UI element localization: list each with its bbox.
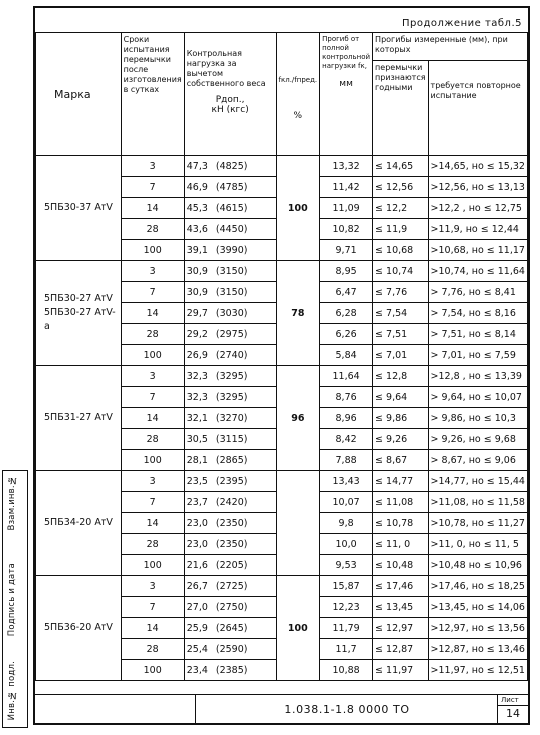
col-deflections-group: Прогибы измеренные (мм), при которых bbox=[373, 33, 528, 61]
load-cell bbox=[184, 471, 276, 492]
retest-range-cell: >14,77, но ≤ 15,44 bbox=[428, 471, 527, 492]
accepted-limit-cell: ≤ 12,8 bbox=[373, 366, 429, 387]
load-kgs: (2205) bbox=[215, 559, 248, 571]
retest-range-cell: >10,78, но ≤ 11,27 bbox=[428, 513, 527, 534]
load-kgs: (3295) bbox=[215, 391, 248, 403]
deflection-cell: 15,87 bbox=[320, 576, 373, 597]
load-kgs: (2385) bbox=[215, 664, 248, 676]
mark-cell: 5ПБ36-20 АтV bbox=[36, 576, 122, 681]
load-kgs: (4785) bbox=[215, 181, 248, 193]
accepted-limit-cell: ≤ 9,26 bbox=[373, 429, 429, 450]
deflection-cell: 9,8 bbox=[320, 513, 373, 534]
col-load bbox=[184, 33, 276, 156]
col-ratio-unit: % bbox=[293, 111, 303, 121]
accepted-limit-cell: ≤ 7,54 bbox=[373, 303, 429, 324]
col-term: Сроки испытания перемычки после изготовления в сутках bbox=[121, 33, 184, 156]
load-kn: 26,9 bbox=[186, 349, 208, 361]
deflection-cell: 13,32 bbox=[320, 156, 373, 177]
days-cell: 28 bbox=[121, 324, 184, 345]
days-cell: 7 bbox=[121, 597, 184, 618]
days-cell: 7 bbox=[121, 282, 184, 303]
accepted-limit-cell: ≤ 11,9 bbox=[373, 219, 429, 240]
col-retest: требуется повторное испытание bbox=[428, 61, 527, 156]
days-cell: 14 bbox=[121, 513, 184, 534]
retest-range-cell: > 9,26, но ≤ 9,68 bbox=[428, 429, 527, 450]
load-kgs: (3270) bbox=[215, 412, 248, 424]
load-kgs: (2395) bbox=[215, 475, 248, 487]
title-block bbox=[35, 694, 528, 724]
deflection-cell: 8,76 bbox=[320, 387, 373, 408]
load-kgs: (2420) bbox=[215, 496, 248, 508]
load-kgs: (2590) bbox=[215, 643, 248, 655]
col-marka: Марка bbox=[36, 33, 122, 156]
days-cell: 3 bbox=[121, 576, 184, 597]
load-cell bbox=[184, 261, 276, 282]
deflection-cell: 11,09 bbox=[320, 198, 373, 219]
col-ratio bbox=[276, 33, 320, 156]
retest-range-cell: >10,74, но ≤ 11,64 bbox=[428, 261, 527, 282]
deflection-cell: 8,42 bbox=[320, 429, 373, 450]
load-cell bbox=[184, 618, 276, 639]
retest-range-cell: >12,97, но ≤ 13,56 bbox=[428, 618, 527, 639]
days-cell: 100 bbox=[121, 240, 184, 261]
load-kn: 29,2 bbox=[186, 328, 208, 340]
load-kn: 25,9 bbox=[186, 622, 208, 634]
load-kn: 27,0 bbox=[186, 601, 208, 613]
mark-cell: 5ПБ30-37 АтV bbox=[36, 156, 122, 261]
load-cell bbox=[184, 576, 276, 597]
load-kn: 23,0 bbox=[186, 538, 208, 550]
retest-range-cell: >12,87, но ≤ 13,46 bbox=[428, 639, 527, 660]
days-cell: 3 bbox=[121, 261, 184, 282]
load-kgs: (3030) bbox=[215, 307, 248, 319]
document-sheet bbox=[33, 6, 530, 725]
days-cell: 100 bbox=[121, 450, 184, 471]
deflection-cell: 11,79 bbox=[320, 618, 373, 639]
load-kn: 21,6 bbox=[186, 559, 208, 571]
load-kn: 30,9 bbox=[186, 286, 208, 298]
load-kn: 26,7 bbox=[186, 580, 208, 592]
accepted-limit-cell: ≤ 7,76 bbox=[373, 282, 429, 303]
load-kgs: (2645) bbox=[215, 622, 248, 634]
retest-range-cell: >17,46, но ≤ 18,25 bbox=[428, 576, 527, 597]
deflection-cell: 11,64 bbox=[320, 366, 373, 387]
col-accepted: перемычки признаются годными bbox=[373, 61, 429, 156]
load-cell bbox=[184, 408, 276, 429]
days-cell: 14 bbox=[121, 618, 184, 639]
col-measured bbox=[320, 33, 373, 156]
percent-cell: 78 bbox=[276, 261, 320, 366]
accepted-limit-cell: ≤ 11,97 bbox=[373, 660, 429, 681]
load-kn: 23,0 bbox=[186, 517, 208, 529]
accepted-limit-cell: ≤ 11,08 bbox=[373, 492, 429, 513]
accepted-limit-cell: ≤ 11, 0 bbox=[373, 534, 429, 555]
retest-range-cell: > 9,86, но ≤ 10,3 bbox=[428, 408, 527, 429]
days-cell: 3 bbox=[121, 366, 184, 387]
load-cell bbox=[184, 366, 276, 387]
deflection-cell: 10,0 bbox=[320, 534, 373, 555]
retest-range-cell: >14,65, но ≤ 15,32 bbox=[428, 156, 527, 177]
retest-range-cell: >12,56, но ≤ 13,13 bbox=[428, 177, 527, 198]
days-cell: 7 bbox=[121, 492, 184, 513]
load-kn: 39,1 bbox=[186, 244, 208, 256]
load-kn: 30,9 bbox=[186, 265, 208, 277]
load-kgs: (2865) bbox=[215, 454, 248, 466]
table-row bbox=[36, 261, 528, 282]
load-kn: 25,4 bbox=[186, 643, 208, 655]
load-kn: 43,6 bbox=[186, 223, 208, 235]
load-cell bbox=[184, 492, 276, 513]
deflection-cell: 11,7 bbox=[320, 639, 373, 660]
col-load-symbol: Pдоп., bbox=[215, 95, 245, 105]
retest-range-cell: >11, 0, но ≤ 11, 5 bbox=[428, 534, 527, 555]
retest-range-cell: >12,8 , но ≤ 13,39 bbox=[428, 366, 527, 387]
deflection-cell: 10,82 bbox=[320, 219, 373, 240]
percent-cell: 100 bbox=[276, 576, 320, 681]
load-kgs: (2725) bbox=[215, 580, 248, 592]
side-stamp bbox=[2, 470, 28, 728]
accepted-limit-cell: ≤ 14,77 bbox=[373, 471, 429, 492]
load-kn: 28,1 bbox=[186, 454, 208, 466]
days-cell: 7 bbox=[121, 177, 184, 198]
deflection-cell: 13,43 bbox=[320, 471, 373, 492]
retest-range-cell: > 8,67, но ≤ 9,06 bbox=[428, 450, 527, 471]
accepted-limit-cell: ≤ 12,2 bbox=[373, 198, 429, 219]
load-kn: 32,3 bbox=[186, 391, 208, 403]
retest-range-cell: > 7,76, но ≤ 8,41 bbox=[428, 282, 527, 303]
accepted-limit-cell: ≤ 9,86 bbox=[373, 408, 429, 429]
load-kn: 29,7 bbox=[186, 307, 208, 319]
accepted-limit-cell: ≤ 10,74 bbox=[373, 261, 429, 282]
load-cell bbox=[184, 660, 276, 681]
accepted-limit-cell: ≤ 14,65 bbox=[373, 156, 429, 177]
deflection-cell: 5,84 bbox=[320, 345, 373, 366]
deflection-table bbox=[35, 32, 528, 681]
col-load-unit: кН (кгс) bbox=[211, 105, 249, 115]
days-cell: 3 bbox=[121, 471, 184, 492]
days-cell: 100 bbox=[121, 555, 184, 576]
accepted-limit-cell: ≤ 8,67 bbox=[373, 450, 429, 471]
load-cell bbox=[184, 324, 276, 345]
continuation-title: Продолжение табл.5 bbox=[402, 18, 522, 29]
table-row bbox=[36, 576, 528, 597]
deflection-cell: 12,23 bbox=[320, 597, 373, 618]
retest-range-cell: > 7,01, но ≤ 7,59 bbox=[428, 345, 527, 366]
mark-cell: 5ПБ34-20 АтV bbox=[36, 471, 122, 576]
accepted-limit-cell: ≤ 12,56 bbox=[373, 177, 429, 198]
retest-range-cell: > 9,64, но ≤ 10,07 bbox=[428, 387, 527, 408]
days-cell: 14 bbox=[121, 303, 184, 324]
load-cell bbox=[184, 534, 276, 555]
load-cell bbox=[184, 198, 276, 219]
accepted-limit-cell: ≤ 10,68 bbox=[373, 240, 429, 261]
stamp-sign-label: Подпись и дата bbox=[7, 563, 17, 637]
load-kgs: (4450) bbox=[215, 223, 248, 235]
load-cell bbox=[184, 345, 276, 366]
accepted-limit-cell: ≤ 12,87 bbox=[373, 639, 429, 660]
deflection-cell: 6,47 bbox=[320, 282, 373, 303]
days-cell: 28 bbox=[121, 429, 184, 450]
retest-range-cell: >11,9, но ≤ 12,44 bbox=[428, 219, 527, 240]
accepted-limit-cell: ≤ 9,64 bbox=[373, 387, 429, 408]
load-kgs: (4615) bbox=[215, 202, 248, 214]
load-cell bbox=[184, 177, 276, 198]
document-code: 1.038.1-1.8 0000 ТО bbox=[284, 703, 410, 716]
days-cell: 28 bbox=[121, 219, 184, 240]
load-kgs: (3150) bbox=[215, 265, 248, 277]
retest-range-cell: >10,48 но ≤ 10,96 bbox=[428, 555, 527, 576]
sheet-number: 14 bbox=[506, 707, 520, 720]
days-cell: 14 bbox=[121, 198, 184, 219]
load-kgs: (2750) bbox=[215, 601, 248, 613]
retest-range-cell: >11,97, но ≤ 12,51 bbox=[428, 660, 527, 681]
deflection-cell: 10,88 bbox=[320, 660, 373, 681]
load-kn: 32,1 bbox=[186, 412, 208, 424]
load-kgs: (3115) bbox=[215, 433, 248, 445]
sheet-label: Лист bbox=[501, 696, 519, 704]
days-cell: 100 bbox=[121, 345, 184, 366]
percent-cell bbox=[276, 471, 320, 576]
load-cell bbox=[184, 156, 276, 177]
col-ratio-label: fкл./fпред. bbox=[278, 76, 318, 84]
retest-range-cell: >10,68, но ≤ 11,17 bbox=[428, 240, 527, 261]
load-cell bbox=[184, 303, 276, 324]
deflection-cell: 8,96 bbox=[320, 408, 373, 429]
load-kgs: (2350) bbox=[215, 517, 248, 529]
accepted-limit-cell: ≤ 10,78 bbox=[373, 513, 429, 534]
load-cell bbox=[184, 387, 276, 408]
load-cell bbox=[184, 240, 276, 261]
load-cell bbox=[184, 597, 276, 618]
stamp-inv-label: Инв.№ подл. bbox=[7, 661, 17, 721]
load-kn: 30,5 bbox=[186, 433, 208, 445]
deflection-cell: 11,42 bbox=[320, 177, 373, 198]
deflection-cell: 10,07 bbox=[320, 492, 373, 513]
accepted-limit-cell: ≤ 7,51 bbox=[373, 324, 429, 345]
retest-range-cell: >12,2 , но ≤ 12,75 bbox=[428, 198, 527, 219]
accepted-limit-cell: ≤ 10,48 bbox=[373, 555, 429, 576]
load-cell bbox=[184, 639, 276, 660]
load-cell bbox=[184, 429, 276, 450]
retest-range-cell: > 7,54, но ≤ 8,16 bbox=[428, 303, 527, 324]
percent-cell: 96 bbox=[276, 366, 320, 471]
load-kgs: (4825) bbox=[215, 160, 248, 172]
deflection-cell: 9,71 bbox=[320, 240, 373, 261]
load-kgs: (2975) bbox=[215, 328, 248, 340]
mark-cell: 5ПБ30-27 АтV 5ПБ30-27 АтV-а bbox=[36, 261, 122, 366]
mark-cell: 5ПБ31-27 АтV bbox=[36, 366, 122, 471]
load-kn: 32,3 bbox=[186, 370, 208, 382]
accepted-limit-cell: ≤ 7,01 bbox=[373, 345, 429, 366]
col-measured-label: Прогиб от полной контрольной нагрузки fк, bbox=[322, 35, 371, 70]
load-kn: 45,3 bbox=[186, 202, 208, 214]
deflection-cell: 6,28 bbox=[320, 303, 373, 324]
deflection-cell: 6,26 bbox=[320, 324, 373, 345]
load-kgs: (3150) bbox=[215, 286, 248, 298]
load-cell bbox=[184, 513, 276, 534]
load-kn: 23,5 bbox=[186, 475, 208, 487]
retest-range-cell: > 7,51, но ≤ 8,14 bbox=[428, 324, 527, 345]
percent-cell: 100 bbox=[276, 156, 320, 261]
load-cell bbox=[184, 555, 276, 576]
retest-range-cell: >13,45, но ≤ 14,06 bbox=[428, 597, 527, 618]
retest-range-cell: >11,08, но ≤ 11,58 bbox=[428, 492, 527, 513]
deflection-cell: 9,53 bbox=[320, 555, 373, 576]
load-kgs: (3990) bbox=[215, 244, 248, 256]
load-kn: 23,4 bbox=[186, 664, 208, 676]
table-row bbox=[36, 366, 528, 387]
load-kn: 46,9 bbox=[186, 181, 208, 193]
deflection-cell: 7,88 bbox=[320, 450, 373, 471]
days-cell: 28 bbox=[121, 639, 184, 660]
days-cell: 28 bbox=[121, 534, 184, 555]
days-cell: 14 bbox=[121, 408, 184, 429]
col-measured-unit: мм bbox=[339, 79, 353, 89]
load-cell bbox=[184, 450, 276, 471]
table-row bbox=[36, 156, 528, 177]
load-kgs: (2350) bbox=[215, 538, 248, 550]
load-kgs: (3295) bbox=[215, 370, 248, 382]
col-load-title: Контрольная нагрузка за вычетом собственного веса bbox=[186, 49, 266, 88]
load-kgs: (2740) bbox=[215, 349, 248, 361]
accepted-limit-cell: ≤ 13,45 bbox=[373, 597, 429, 618]
days-cell: 100 bbox=[121, 660, 184, 681]
load-cell bbox=[184, 219, 276, 240]
table-row bbox=[36, 471, 528, 492]
days-cell: 3 bbox=[121, 156, 184, 177]
load-kn: 23,7 bbox=[186, 496, 208, 508]
load-kn: 47,3 bbox=[186, 160, 208, 172]
accepted-limit-cell: ≤ 17,46 bbox=[373, 576, 429, 597]
accepted-limit-cell: ≤ 12,97 bbox=[373, 618, 429, 639]
days-cell: 7 bbox=[121, 387, 184, 408]
deflection-cell: 8,95 bbox=[320, 261, 373, 282]
stamp-replace-label: Взам.инв.№ bbox=[7, 475, 17, 531]
load-cell bbox=[184, 282, 276, 303]
